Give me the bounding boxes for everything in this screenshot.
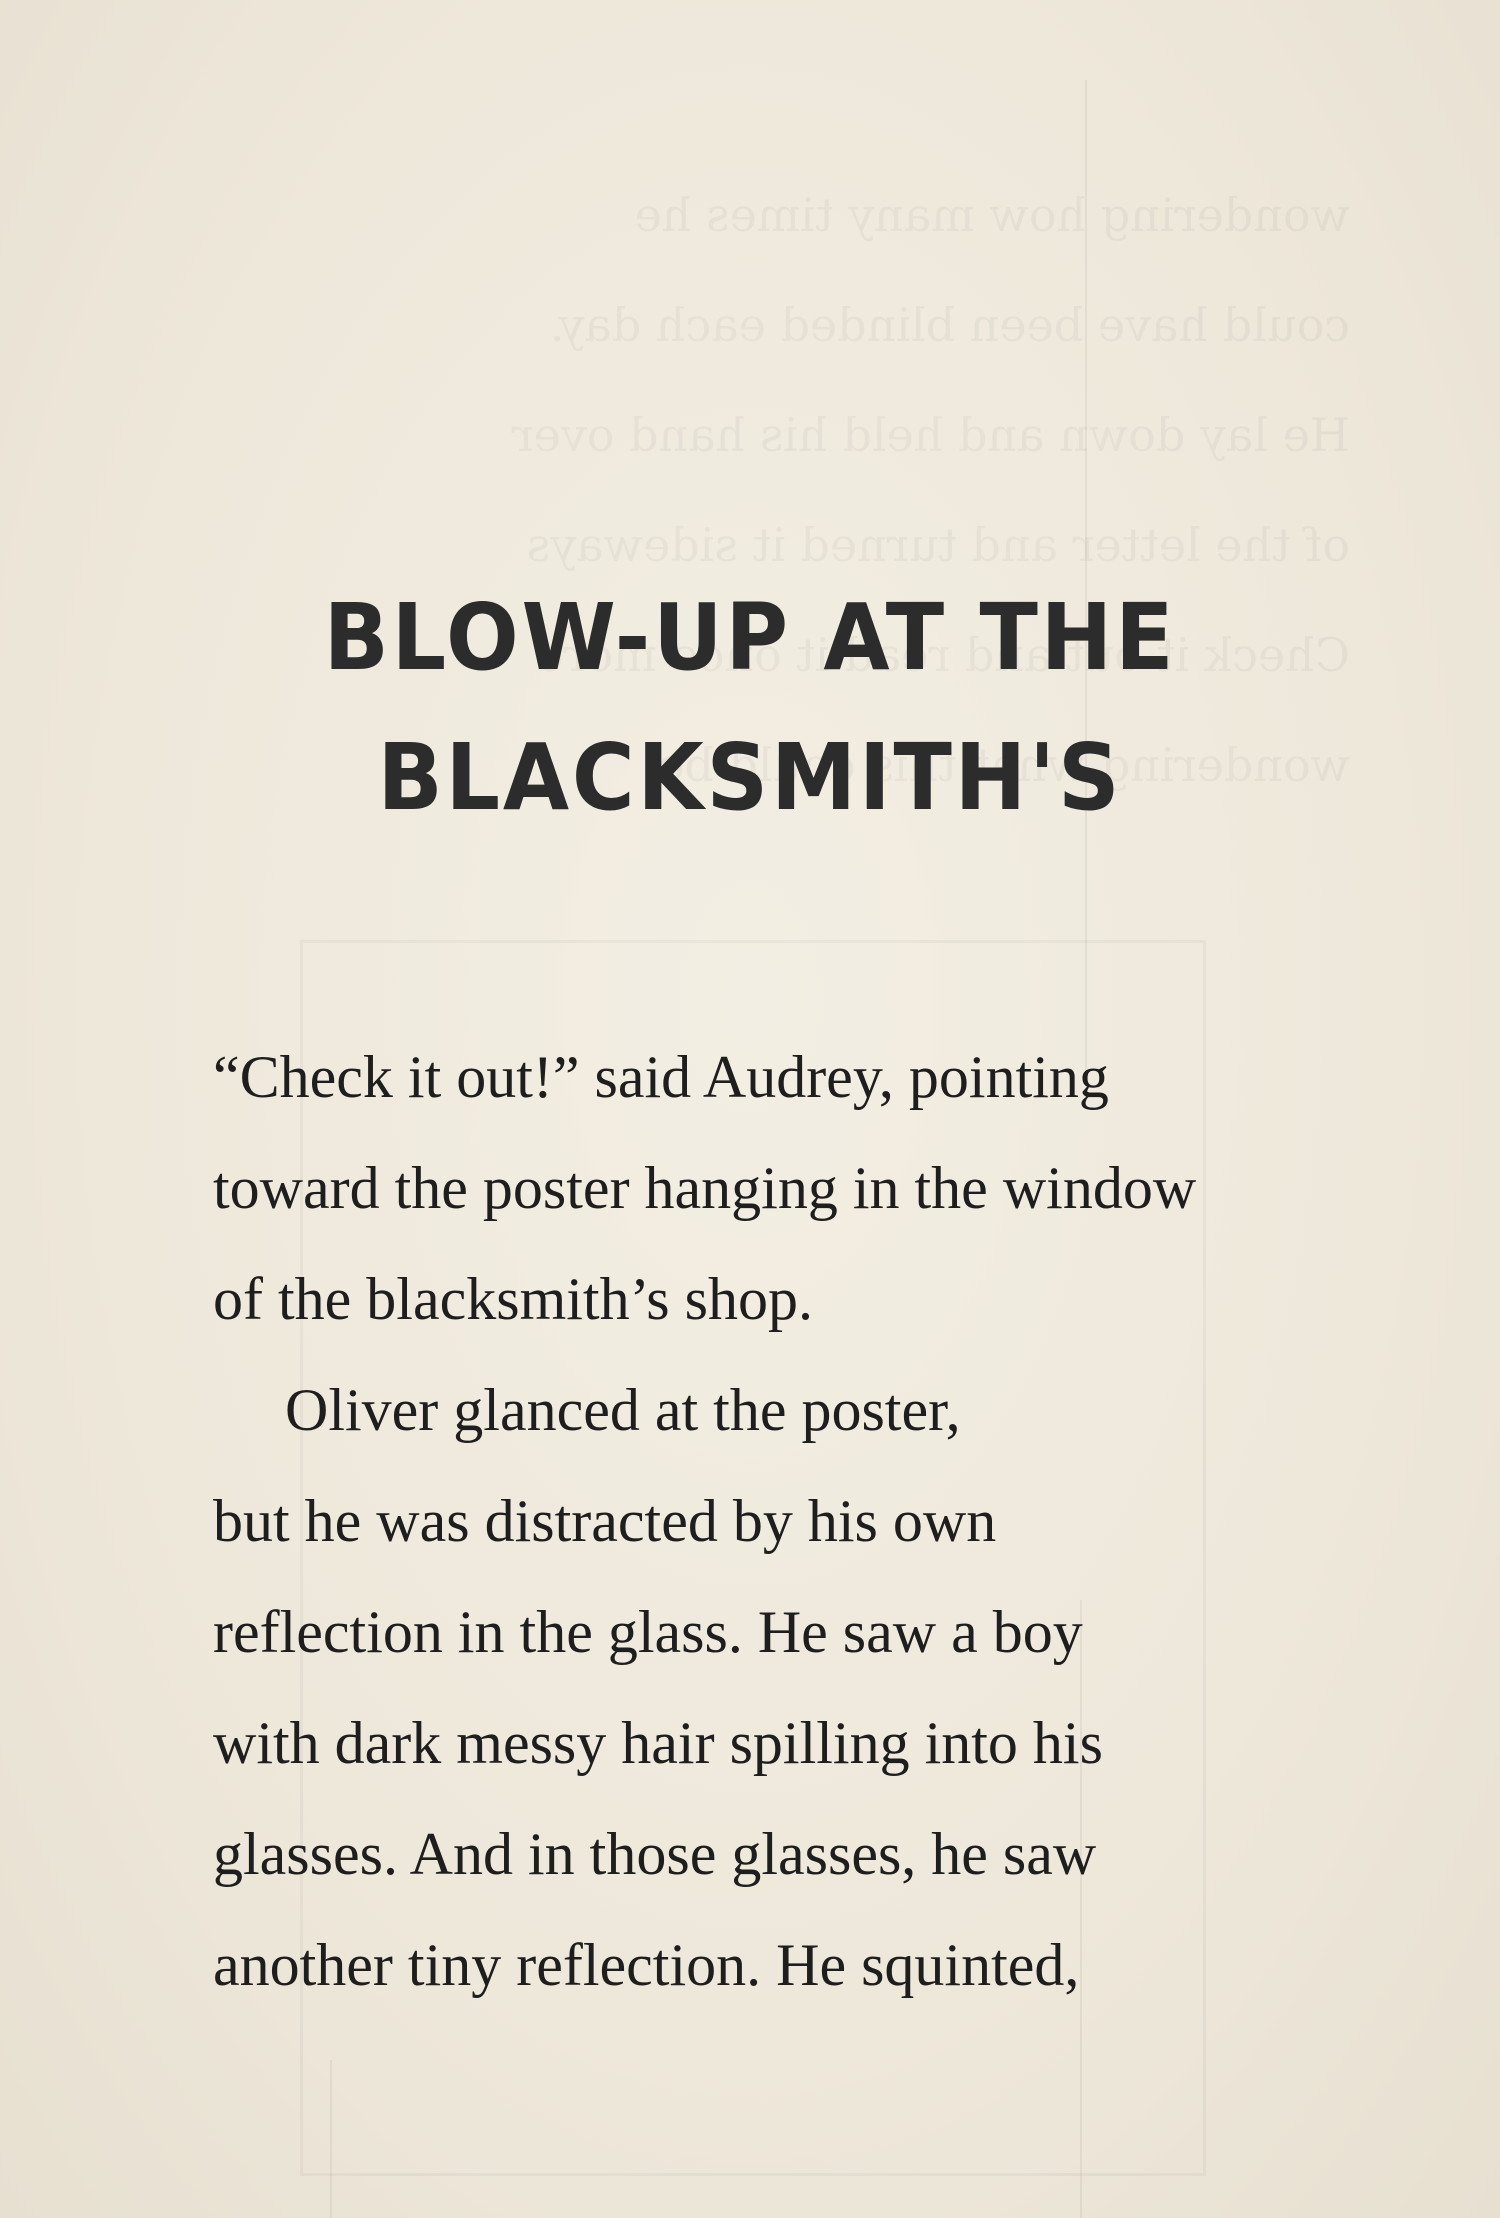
- text-line: glasses. And in those glasses, he saw: [213, 1821, 1097, 1887]
- text-line: with dark messy hair spilling into his: [213, 1710, 1103, 1776]
- text-line: toward the poster hanging in the window: [213, 1155, 1197, 1221]
- text-line: another tiny reflection. He squinted,: [213, 1932, 1080, 1998]
- chapter-title-line-2: BLACKSMITH'S: [377, 724, 1123, 831]
- text-line: Oliver glanced at the poster,: [285, 1377, 961, 1443]
- text-line: but he was distracted by his own: [213, 1488, 997, 1554]
- page-crease: [330, 2060, 332, 2218]
- text-line: reflection in the glass. He saw a boy: [213, 1599, 1083, 1665]
- paragraph-1: [213, 1022, 1383, 1355]
- chapter-title-line-1: BLOW-UP AT THE: [323, 584, 1177, 691]
- paragraph-2: [213, 1355, 1383, 2021]
- chapter-body: [213, 1022, 1383, 2021]
- text-line: “Check it out!” said Audrey, pointing: [213, 1044, 1109, 1110]
- chapter-title: [53, 568, 1448, 848]
- text-line: of the blacksmith’s shop.: [213, 1266, 813, 1332]
